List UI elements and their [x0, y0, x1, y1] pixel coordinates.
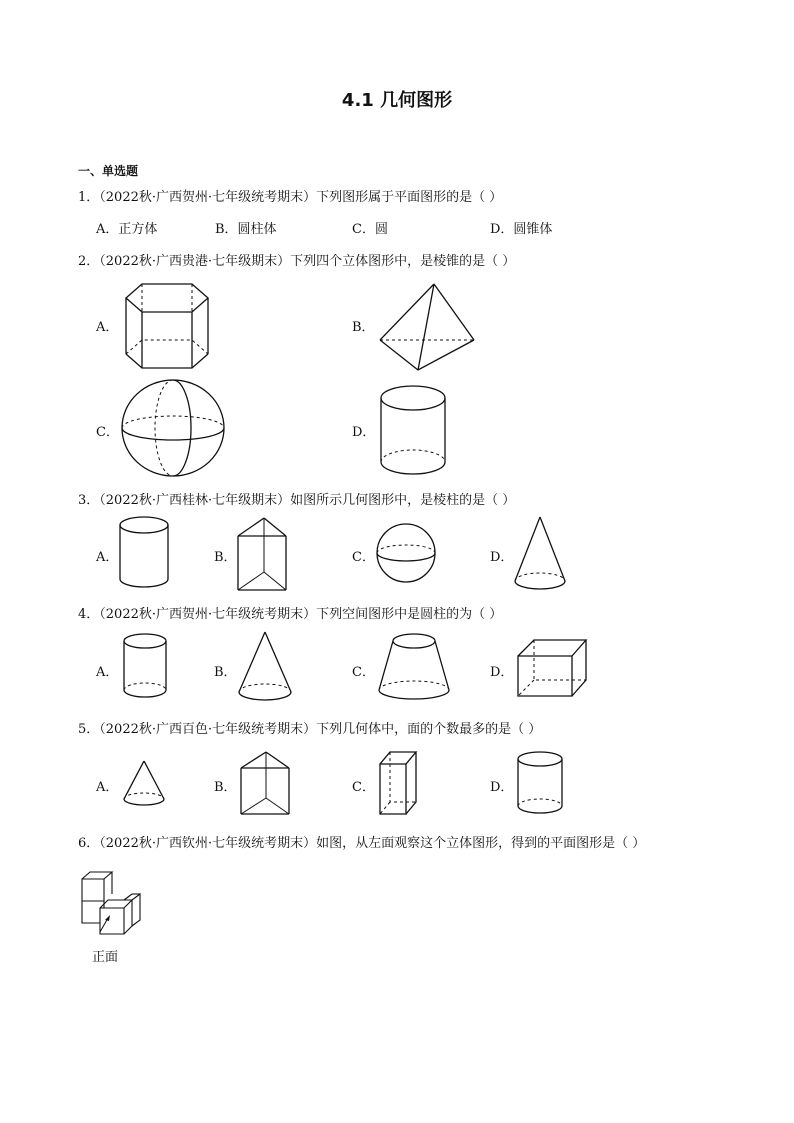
- question-2: 2．（2022秋·广西贵港·七年级期末）下列四个立体图形中，是棱锥的是（ ）: [78, 254, 516, 269]
- rectangular-prism-figure: [378, 750, 418, 818]
- q2-option-b: B．: [352, 320, 375, 335]
- q5-option-c: C．: [352, 780, 375, 795]
- cylinder-figure: [122, 632, 168, 700]
- triangular-prism-figure: [234, 516, 290, 592]
- question-5: 5．（2022秋·广西百色·七年级统考期末）下列几何体中，面的个数最多的是（ ）: [78, 722, 542, 737]
- q4-option-a: A．: [96, 665, 119, 680]
- question-3: 3．（2022秋·广西桂林·七年级期末）如图所示几何图形中，是棱柱的是（ ）: [78, 493, 516, 508]
- cone-figure: [236, 630, 294, 704]
- q1-option-b: B．圆柱体: [215, 222, 277, 237]
- cone-figure: [512, 515, 568, 593]
- q5-option-d: D．: [490, 780, 514, 795]
- sphere-figure: [120, 378, 230, 480]
- q5-option-b: B．: [214, 780, 237, 795]
- q3-option-b: B．: [214, 550, 237, 565]
- q4-option-c: C．: [352, 665, 375, 680]
- q1-option-c: C．圆: [352, 222, 388, 237]
- cube-stack-figure: [80, 870, 144, 942]
- page-title: 4.1 几何图形: [341, 90, 453, 111]
- q5-option-a: A．: [96, 780, 119, 795]
- cylinder-figure: [118, 515, 170, 591]
- cylinder-figure: [516, 750, 564, 816]
- pyramid-figure: [376, 282, 478, 374]
- front-face-label: 正面: [92, 950, 119, 965]
- q1-option-d: D．圆锥体: [490, 222, 553, 237]
- q3-option-d: D．: [490, 550, 514, 565]
- question-1: 1．（2022秋·广西贺州·七年级统考期末）下列图形属于平面图形的是（ ）: [78, 190, 503, 205]
- cylinder-figure: [378, 384, 448, 479]
- question-6: 6．（2022秋·广西钦州·七年级统考期末）如图，从左面观察这个立体图形，得到的平面图形是（ ）: [78, 836, 646, 851]
- q3-option-c: C．: [352, 550, 375, 565]
- hexagonal-prism-figure: [118, 282, 213, 372]
- triangular-prism-figure: [238, 750, 292, 816]
- question-4: 4．（2022秋·广西贺州·七年级统考期末）下列空间图形中是圆柱的为（ ）: [78, 607, 503, 622]
- section-heading: 一、单选题: [78, 164, 139, 178]
- q4-option-b: B．: [214, 665, 237, 680]
- q4-option-d: D．: [490, 665, 514, 680]
- cone-figure: [122, 759, 166, 809]
- q2-option-a: A．: [96, 320, 119, 335]
- cuboid-figure: [516, 638, 590, 700]
- q3-option-a: A．: [96, 550, 119, 565]
- q1-option-a: A．正方体: [96, 222, 158, 237]
- sphere-figure: [375, 523, 437, 583]
- q2-option-c: C．: [96, 425, 119, 440]
- frustum-figure: [376, 632, 452, 702]
- q2-option-d: D．: [352, 425, 376, 440]
